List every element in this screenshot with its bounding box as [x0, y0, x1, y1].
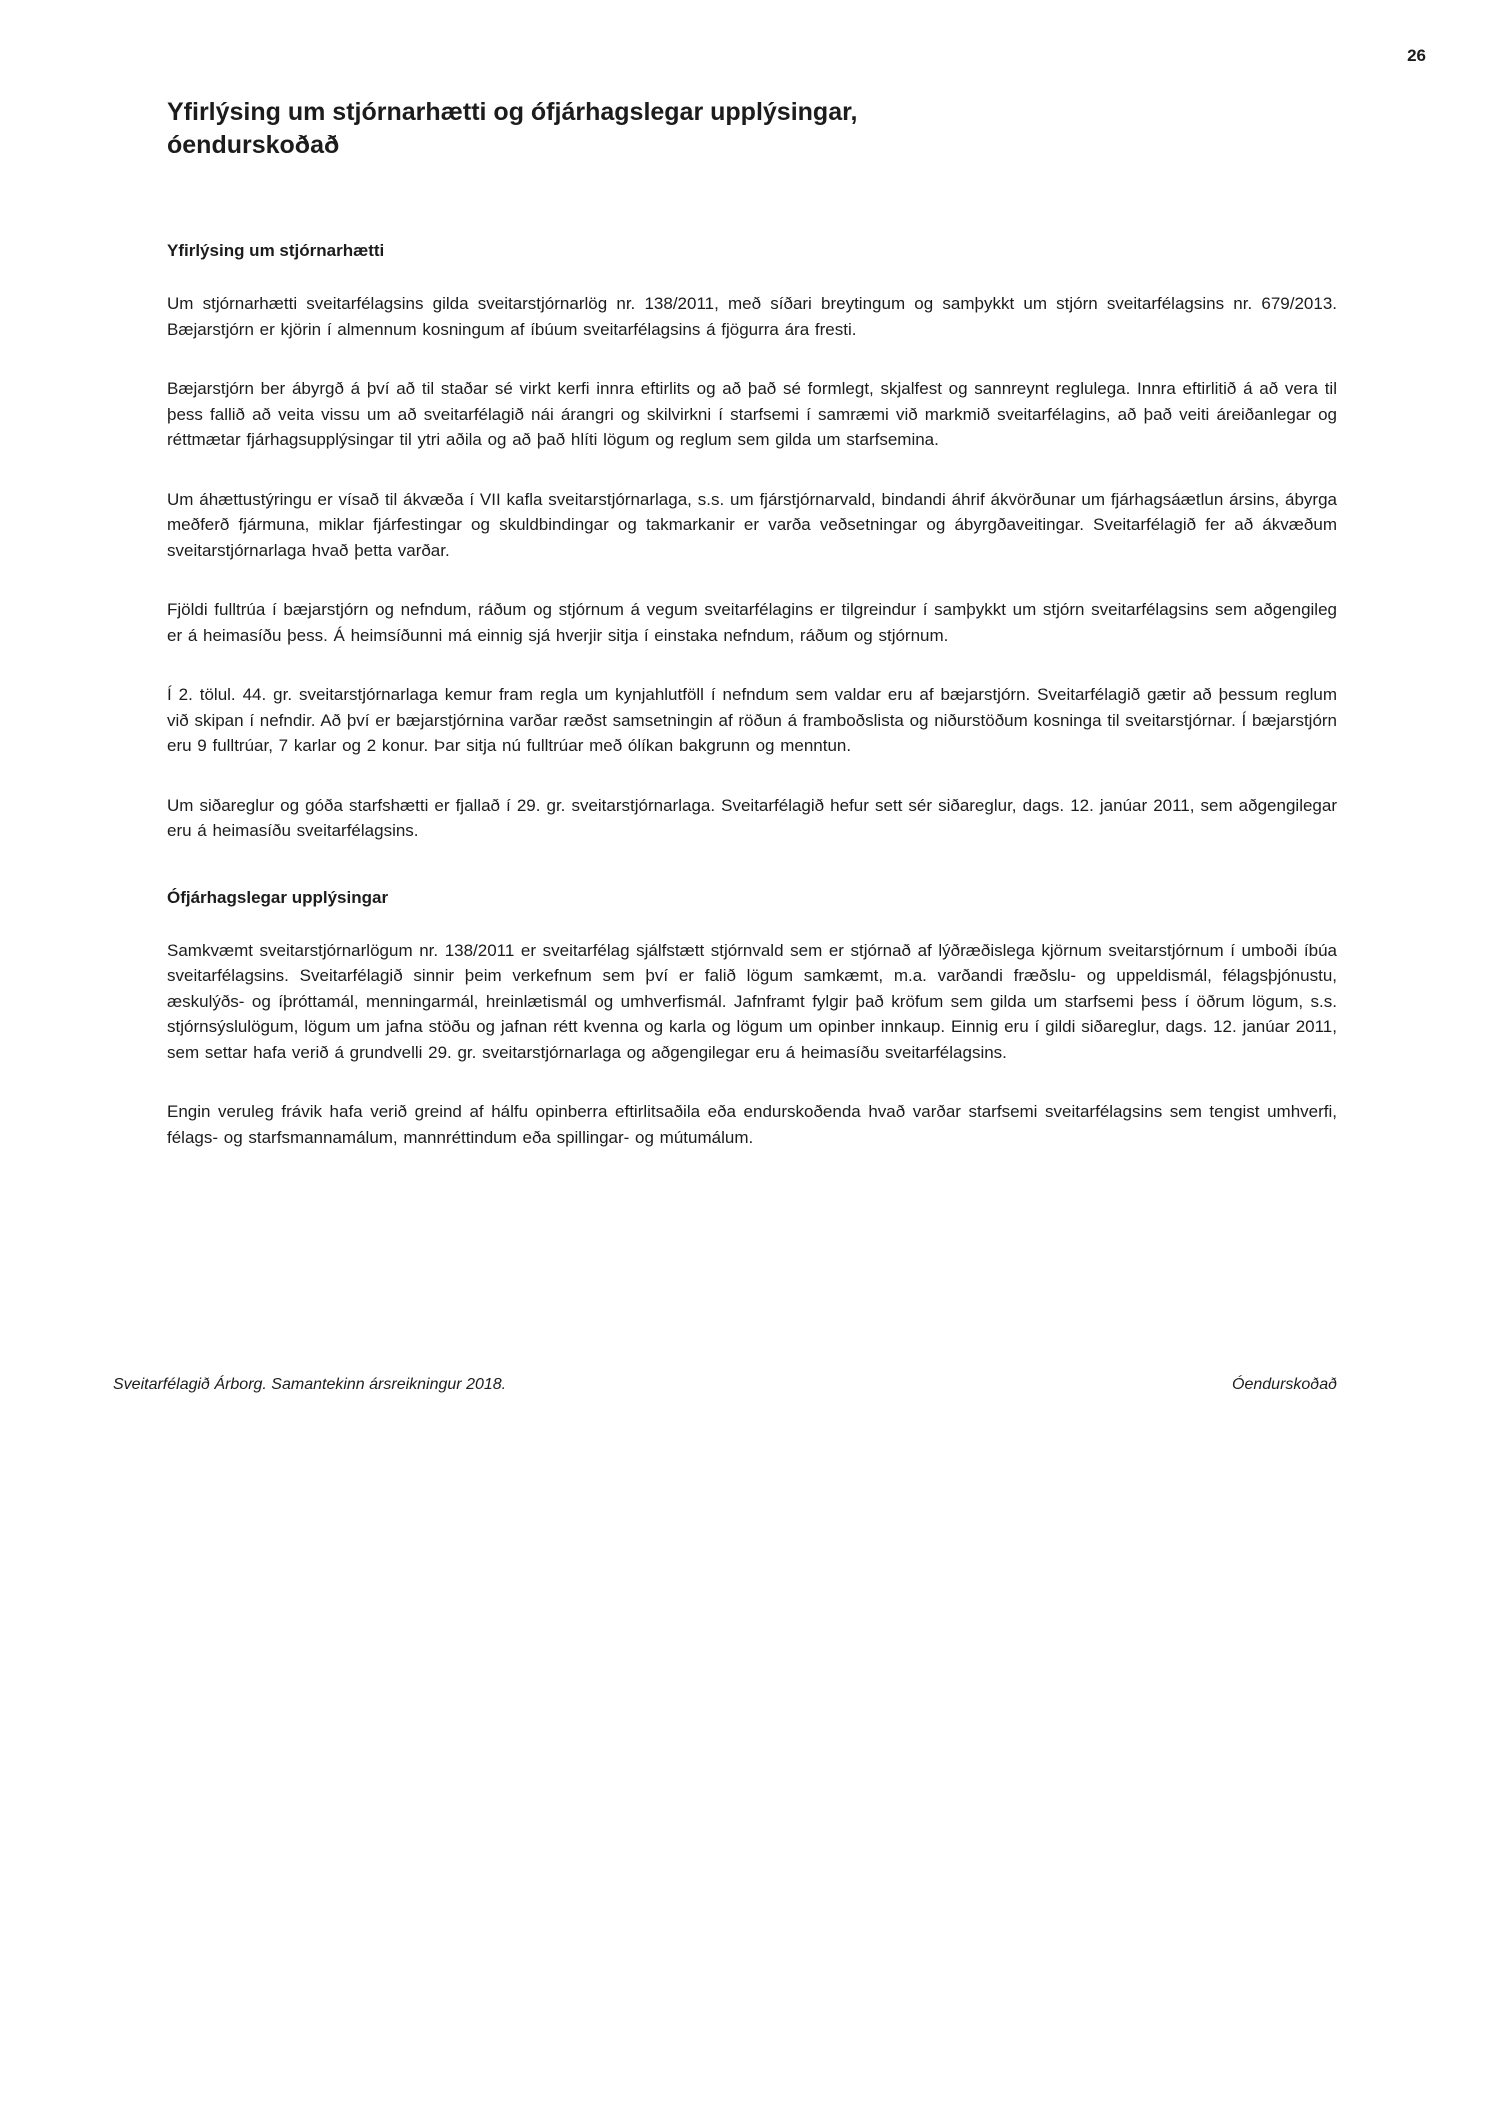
- paragraph: Samkvæmt sveitarstjórnarlögum nr. 138/2011 er sveitarfélag sjálfstætt stjórnvald sem er stjórnað af lýðræðislega kjörnum sveitarstjórnum í umboði íbúa sveitarfélagsins. Sveitarfélagið sinnir þeim verkefnum sem því er falið lögum samkæmt, m.a. varðandi fræðslu- og uppeldismál, félagsþjónustu, æskulýðs- og íþróttamál, menningarmál, hreinlætismál og umhverfismál. Jafnframt fylgir það kröfum sem gilda um starfsemi þess í öðrum lögum, s.s. stjórnsýslulögum, lögum um jafna stöðu og jafnan rétt kvenna og karla og lögum um opinber innkaup. Einnig eru í gildi siðareglur, dags. 12. janúar 2011, sem settar hafa verið á grundvelli 29. gr. sveitarstjórnarlaga og aðgengilegar eru á heimasíðu sveitarfélagsins.: [167, 940, 1337, 1062]
- paragraph: Fjöldi fulltrúa í bæjarstjórn og nefndum, ráðum og stjórnum á vegum sveitarfélagins er tilgreindur í samþykkt um stjórn sveitarfélagsins sem aðgengileg er á heimasíðu þess. Á heimsíðunni má einnig sjá hverjir sitja í einstaka nefndum, ráðum og stjórnum.: [167, 600, 1337, 645]
- page-number: 26: [1407, 46, 1426, 65]
- section-heading-nonfinancial: Ófjárhagslegar upplýsingar: [167, 887, 389, 907]
- section-governance: [167, 241, 1337, 844]
- section-nonfinancial: [167, 888, 1337, 1151]
- paragraph: Í 2. tölul. 44. gr. sveitarstjórnarlaga kemur fram regla um kynjahlutföll í nefndum sem valdar eru af bæjarstjórn. Sveitarfélagið gætir að þessum reglum við skipan í nefndir. Að því er bæjarstjórnina varðar ræðst samsetningin af röðun á framboðslista og niðurstöðum kosninga til sveitarstjórnar. Í bæjarstjórn eru 9 fulltrúar, 7 karlar og 2 konur. Þar sitja nú fulltrúar með ólíkan bakgrunn og menntun.: [167, 685, 1338, 755]
- paragraph: Um áhættustýringu er vísað til ákvæða í VII kafla sveitarstjórnarlaga, s.s. um fjárstjórnarvald, bindandi áhrif ákvörðunar um fjárhagsáætlun ársins, ábyrga meðferð fjármuna, miklar fjárfestingar og skuldbindingar og takmarkanir er varða veðsetningar og ábyrgðaveitingar. Sveitarfélagið fer að ákvæðum sveitarstjórnarlaga hvað þetta varðar.: [167, 489, 1337, 560]
- paragraph: Bæjarstjórn ber ábyrgð á því að til staðar sé virkt kerfi innra eftirlits og að það sé formlegt, skjalfest og sannreynt reglulega. Innra eftirlitið á að vera til þess fallið að veita vissu um að sveitarfélagið nái árangri og skilvirkni í starfsemi í samræmi við markmið sveitarfélagins, að það veiti áreiðanlegar og réttmætar fjárhagsupplýsingar til ytri aðila og að það hlíti lögum og reglum sem gilda um starfsemina.: [167, 379, 1337, 449]
- paragraph: Um stjórnarhætti sveitarfélagsins gilda sveitarstjórnarlög nr. 138/2011, með síðari breytingum og samþykkt um stjórn sveitarfélagsins nr. 679/2013. Bæjarstjórn er kjörin í almennum kosningum af íbúum sveitarfélagsins á fjögurra ára fresti.: [167, 294, 1337, 339]
- footer-right-text: Óendurskoðað: [1232, 1376, 1337, 1393]
- document-title: Yfirlýsing um stjórnarhætti og ófjárhagslegar upplýsingar, óendurskoðað: [167, 98, 858, 159]
- paragraph: Um siðareglur og góða starfshætti er fjallað í 29. gr. sveitarstjórnarlaga. Sveitarfélagið hefur sett sér siðareglur, dags. 12. janúar 2011, sem aðgengilegar eru á heimasíðu sveitarfélagsins.: [167, 795, 1337, 840]
- page-footer: [113, 1376, 1337, 1394]
- page-content: [167, 96, 1337, 1184]
- section-heading-governance: Yfirlýsing um stjórnarhætti: [167, 241, 385, 260]
- footer-left-text: Sveitarfélagið Árborg. Samantekinn ársreikningur 2018.: [113, 1376, 507, 1393]
- paragraph: Engin veruleg frávik hafa verið greind af hálfu opinberra eftirlitsaðila eða endurskoðenda hvað varðar starfsemi sveitarfélagsins sem tengist umhverfi, félags- og starfsmannamálum, mannréttindum eða spillingar- og mútumálum.: [167, 1102, 1337, 1147]
